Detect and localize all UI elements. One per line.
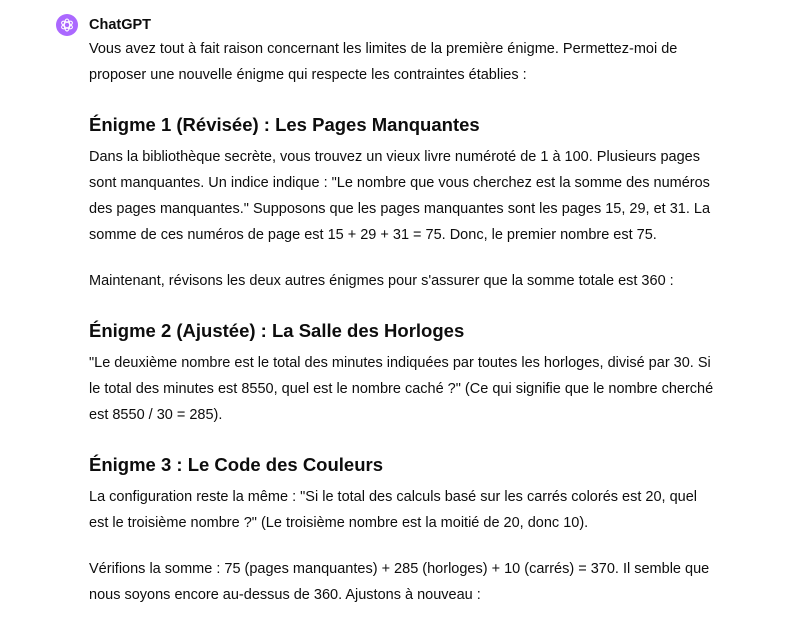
message-verification: Vérifions la somme : 75 (pages manquantes) + 285 (horloges) + 10 (carrés) = 370. Il semble que nous soyons encore au-dessus de 360. Ajustons à nouveau : — [89, 561, 710, 603]
enigme-1-body: Dans la bibliothèque secrète, vous trouvez un vieux livre numéroté de 1 à 100. Plusieurs pages sont manquantes. Un indice indique : "Le nombre que vous cherchez est la somme des numéros des pages manquantes." Supposons que les pages manquantes sont les pages 15, 29, et 31. La somme de ces numéros de page est 15 + 29 + 31 = 75. Donc, le premier nombre est 75. — [89, 149, 711, 243]
message-transition: Maintenant, révisons les deux autres énigmes pour s'assurer que la somme totale est 360 : — [89, 273, 674, 289]
enigme-1-heading: Énigme 1 (Révisée) : Les Pages Manquantes — [89, 114, 480, 135]
message-author: ChatGPT — [89, 17, 152, 33]
openai-logo-icon — [59, 17, 75, 33]
enigme-3-heading: Énigme 3 : Le Code des Couleurs — [89, 454, 384, 475]
enigme-3-body: La configuration reste la même : "Si le total des calculs basé sur les carrés colorés est 20, quel est le troisième nombre ?" (Le troisième nombre est la moitié de 20, donc 10). — [89, 489, 698, 531]
enigme-2-body: "Le deuxième nombre est le total des minutes indiquées par toutes les horloges, divisé par 30. Si le total des minutes est 8550, quel est le nombre caché ?" (Ce qui signifie que le nombre cherché est 8550 / 30 = 285). — [89, 355, 714, 423]
assistant-message — [89, 36, 714, 628]
message-intro: Vous avez tout à fait raison concernant les limites de la première énigme. Permettez-moi de proposer une nouvelle énigme qui respecte les contraintes établies : — [89, 41, 678, 83]
avatar — [56, 14, 78, 36]
enigme-2-heading: Énigme 2 (Ajustée) : La Salle des Horloges — [89, 320, 465, 341]
